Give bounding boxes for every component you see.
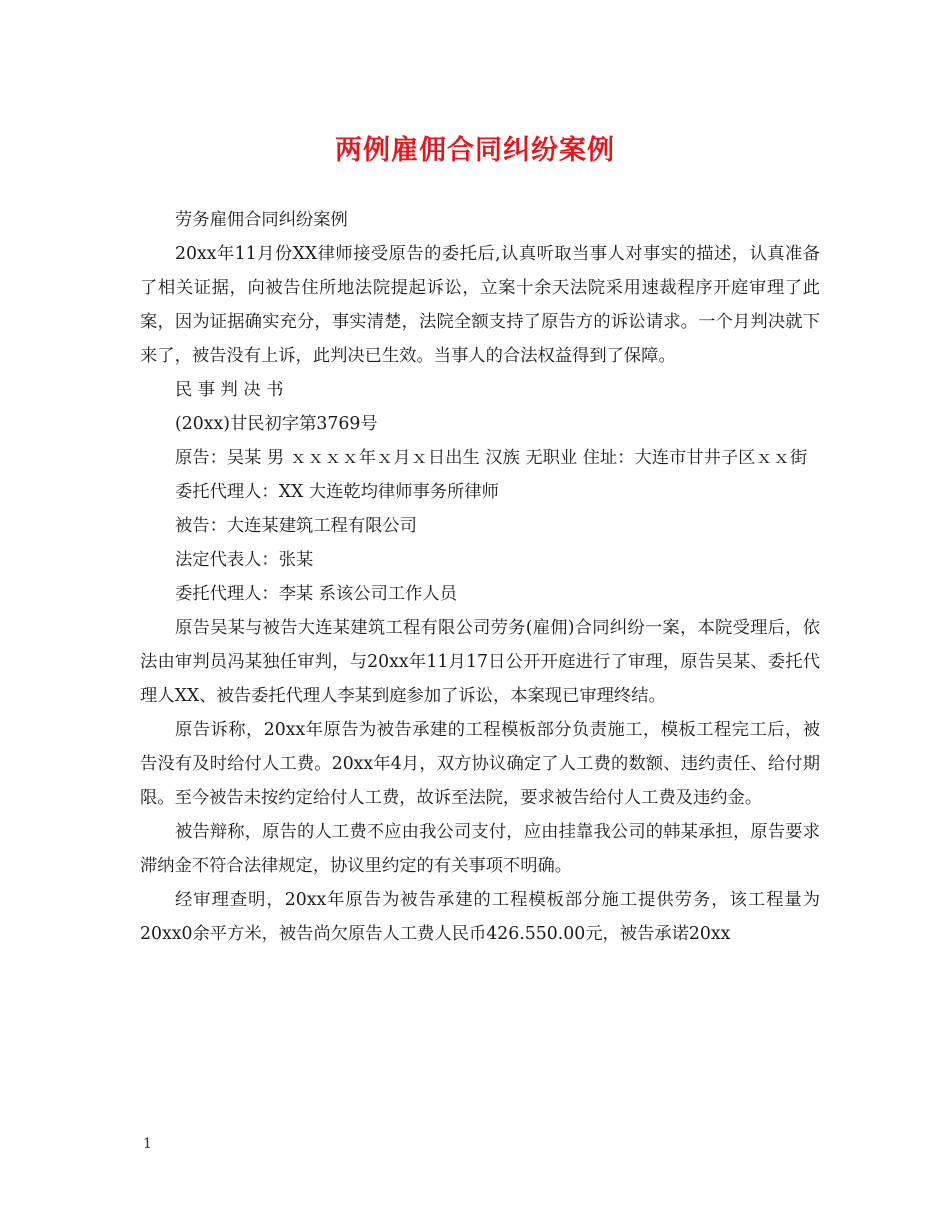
document-body bbox=[140, 203, 820, 951]
paragraph-intro: 20xx年11月份XX律师接受原告的委托后,认真听取当事人对事实的描述，认真准备了相关证据，向被告住所地法院提起诉讼，立案十余天法院采用速裁程序开庭审理了此案，因为证据确实充分，事实清楚，法院全额支持了原告方的诉讼请求。一个月判决就下来了，被告没有上诉，此判决已生效。当事人的合法权益得到了保障。 bbox=[140, 244, 820, 366]
paragraph-judgment-title: 民 事 判 决 书 bbox=[175, 380, 284, 400]
paragraph-defendant: 被告：大连某建筑工程有限公司 bbox=[175, 516, 417, 536]
paragraph-legal-representative: 法定代表人：张某 bbox=[175, 550, 314, 570]
paragraph-plaintiff-claim: 原告诉称，20xx年原告为被告承建的工程模板部分负责施工，模板工程完工后，被告没有及时给付人工费。20xx年4月，双方协议确定了人工费的数额、违约责任、给付期限。至今被告未按约定给付人工费，故诉至法院，要求被告给付人工费及违约金。 bbox=[140, 720, 820, 808]
paragraph-case-number: (20xx)甘民初字第3769号 bbox=[175, 414, 378, 434]
paragraph-heading: 劳务雇佣合同纠纷案例 bbox=[175, 210, 348, 230]
page-number: 1 bbox=[143, 1136, 152, 1152]
paragraph-plaintiff-agent: 委托代理人：XX 大连乾均律师事务所律师 bbox=[175, 482, 499, 502]
paragraph-plaintiff: 原告：吴某 男 ｘｘｘｘ年ｘ月ｘ日出生 汉族 无职业 住址：大连市甘井子区ｘｘ街 bbox=[175, 448, 808, 468]
paragraph-findings: 经审理查明，20xx年原告为被告承建的工程模板部分施工提供劳务，该工程量为20xx0余平方米，被告尚欠原告人工费人民币426.550.00元，被告承诺20xx bbox=[140, 890, 820, 944]
paragraph-case-acceptance: 原告吴某与被告大连某建筑工程有限公司劳务(雇佣)合同纠纷一案，本院受理后，依法由审判员冯某独任审判，与20xx年11月17日公开开庭进行了审理，原告吴某、委托代理人XX、被告委托代理人李某到庭参加了诉讼，本案现已审理终结。 bbox=[140, 618, 820, 706]
paragraph-defendant-agent: 委托代理人：李某 系该公司工作人员 bbox=[175, 584, 457, 604]
document-title: 两例雇佣合同纠纷案例 bbox=[335, 135, 615, 166]
paragraph-defendant-defense: 被告辩称，原告的人工费不应由我公司支付，应由挂靠我公司的韩某承担，原告要求滞纳金不符合法律规定，协议里约定的有关事项不明确。 bbox=[140, 822, 820, 876]
